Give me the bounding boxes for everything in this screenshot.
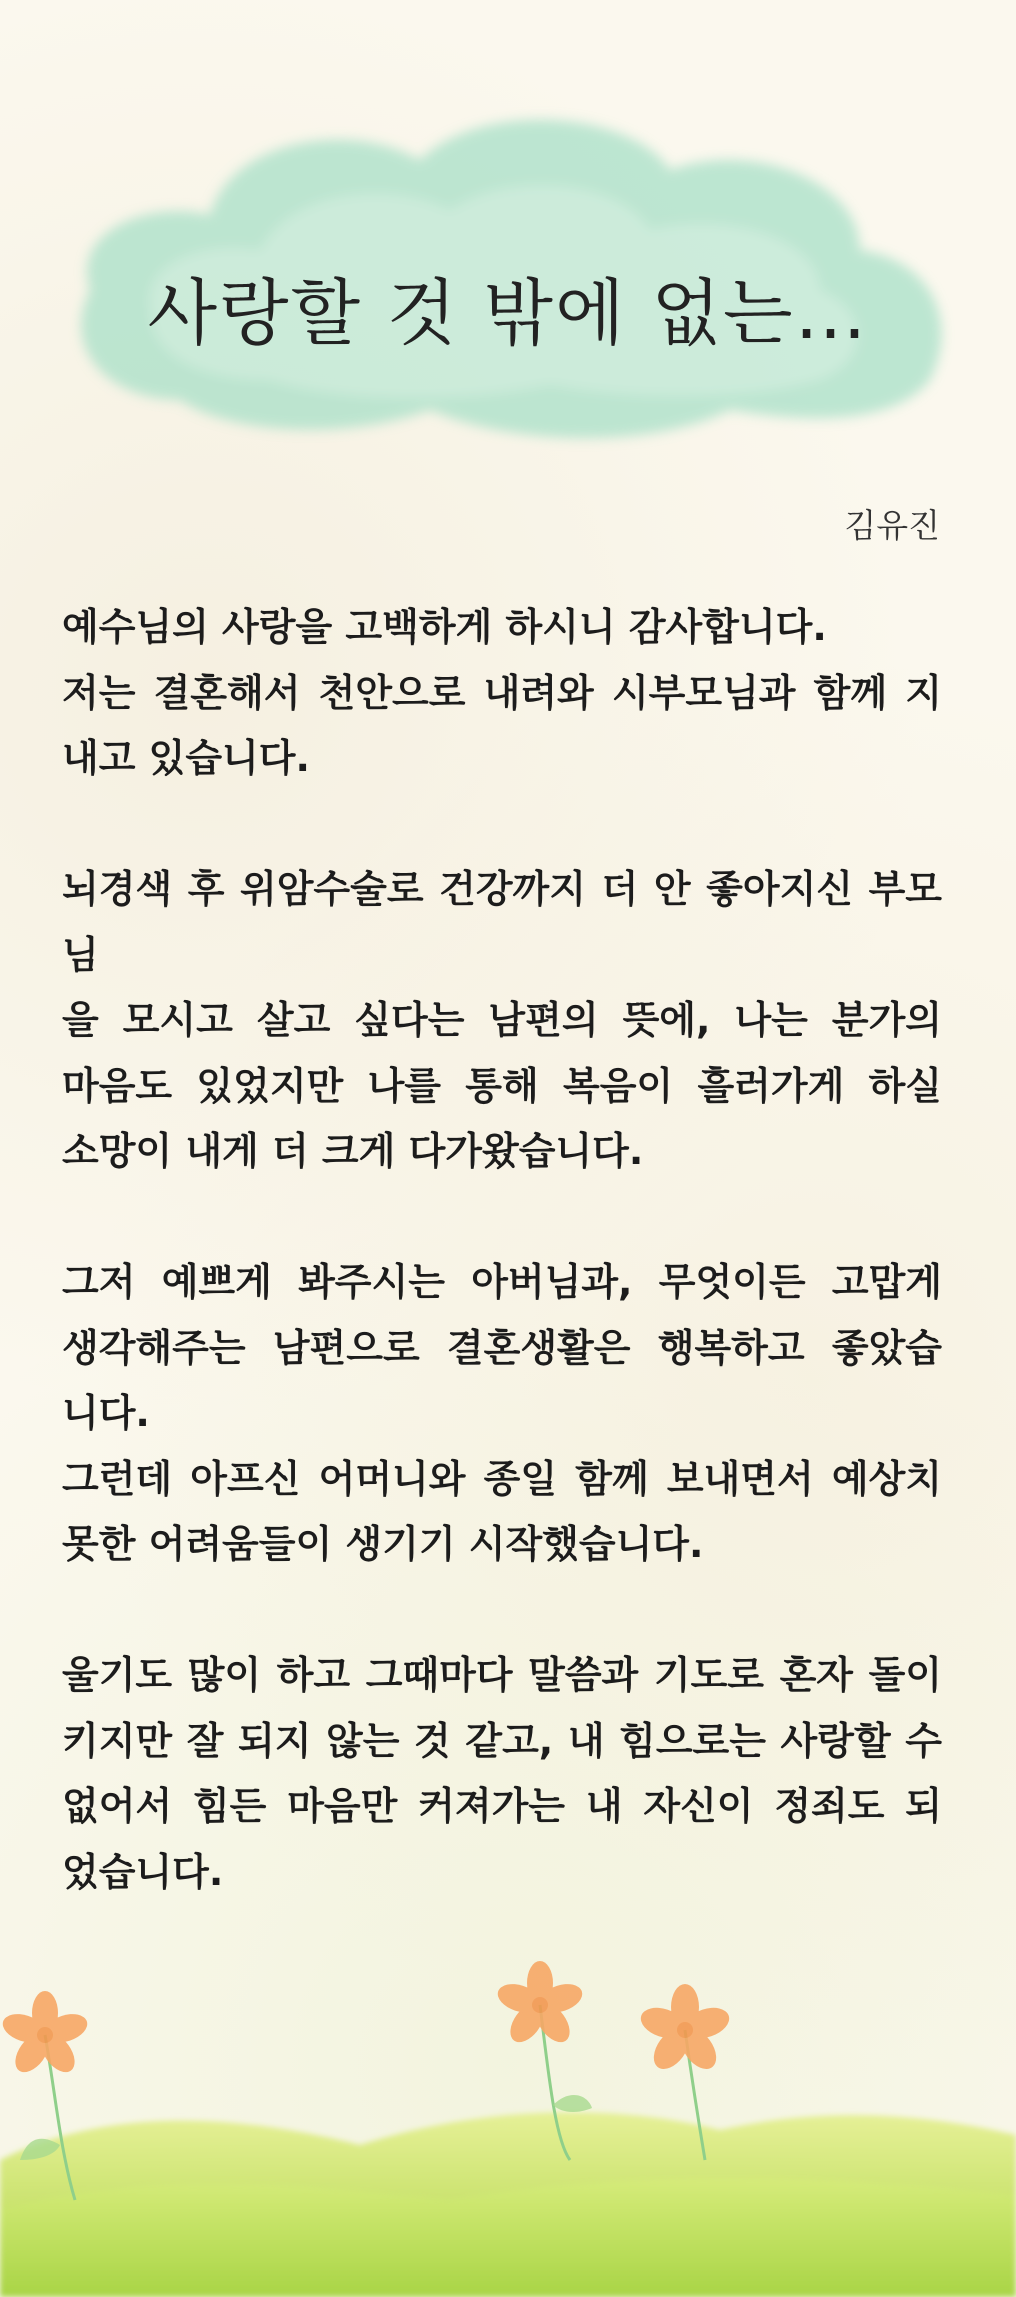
paragraph-2 — [62, 857, 942, 1185]
article-body — [62, 595, 942, 1905]
text-line: 생각해주는 남편으로 결혼생활은 행복하고 좋았습 — [62, 1325, 942, 1370]
text-line: 마음도 있었지만 나를 통해 복음이 흘러가게 하실 — [62, 1063, 942, 1108]
text-line: 소망이 내게 더 크게 다가왔습니다. — [62, 1129, 644, 1173]
text-line: 없어서 힘든 마음만 커져가는 내 자신이 정죄도 되 — [62, 1784, 942, 1828]
text-line: 그런데 아프신 어머니와 종일 함께 보내면서 예상치 — [62, 1456, 942, 1501]
flower-meadow-illustration — [0, 1930, 1016, 2297]
paragraph-4 — [62, 1643, 942, 1905]
text-line: 예수님의 사랑을 고백하게 하시니 감사합니다. — [62, 605, 827, 649]
text-line: 그저 예쁘게 봐주시는 아버님과, 무엇이든 고맙게 — [62, 1260, 942, 1304]
text-line: 저는 결혼해서 천안으로 내려와 시부모님과 함께 지 — [62, 670, 942, 715]
text-line: 었습니다. — [62, 1849, 224, 1894]
text-line: 키지만 잘 되지 않는 것 같고, 내 힘으로는 사랑할 수 — [62, 1718, 942, 1763]
text-line: 뇌경색 후 위암수술로 건강까지 더 안 좋아지신 부모님 — [62, 867, 942, 977]
page-title: 사랑할 것 밖에 없는… — [147, 271, 869, 355]
author-name: 김유진 — [844, 506, 940, 545]
text-line: 울기도 많이 하고 그때마다 말씀과 기도로 혼자 돌이 — [62, 1653, 942, 1697]
paragraph-3 — [62, 1250, 942, 1578]
text-line: 내고 있습니다. — [62, 736, 310, 780]
paragraph-1 — [62, 595, 942, 792]
text-line: 니다. — [62, 1391, 150, 1435]
text-line: 못한 어려움들이 생기기 시작했습니다. — [62, 1522, 704, 1566]
text-line: 을 모시고 살고 싶다는 남편의 뜻에, 나는 분가의 — [62, 998, 942, 1042]
